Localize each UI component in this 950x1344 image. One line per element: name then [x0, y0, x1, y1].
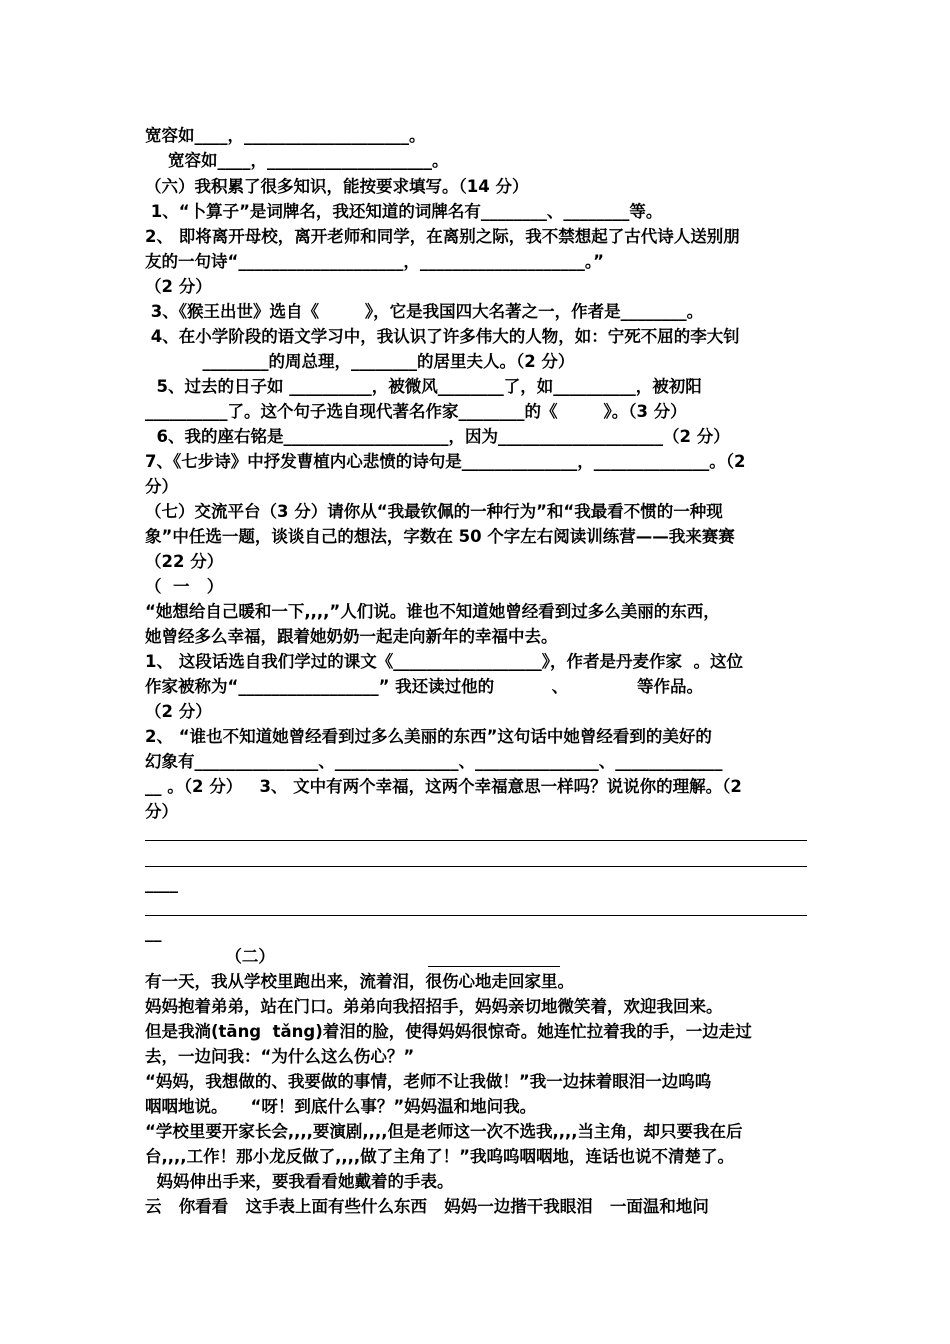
text-line: 她曾经多么幸福，跟着她奶奶一起走向新年的幸福中去。 — [145, 627, 558, 646]
text-line: 但是我淌(tāng tǎng)着泪的脸，使得妈妈很惊奇。她连忙拉着我的手，一边走过 — [145, 1022, 752, 1041]
section-heading-7: （七）交流平台（3 分）请你从“我最钦佩的一种行为”和“我最看不惯的一种现 — [145, 502, 723, 521]
text-line: 宽容如____，____________________。 — [145, 126, 426, 145]
text-line: （22 分） — [145, 552, 224, 571]
text-line: 妈妈伸出手来，要我看看她戴着的手表。 — [145, 1172, 454, 1191]
text-line: 4、在小学阶段的语文学习中，我认识了许多伟大的人物，如：宁死不屈的李大钊 — [145, 327, 740, 346]
text-line: 宽容如____，____________________。 — [145, 151, 449, 170]
text-line: 台,,,,工作！那小龙反做了,,,,做了主角了！”我呜呜咽咽地，连话也说不清楚了。 — [145, 1147, 734, 1166]
text-line: 1、“卜算子”是词牌名，我还知道的词牌名有________、________等。 — [145, 202, 663, 221]
text-line: 妈妈抱着弟弟，站在门口。弟弟向我招招手，妈妈亲切地微笑着，欢迎我回来。 — [145, 997, 723, 1016]
text-line: __ 。（2 分） 3、 文中有两个幸福，这两个幸福意思一样吗？说说你的理解。（2 — [145, 777, 742, 796]
answer-line[interactable] — [145, 840, 807, 841]
text-line: ________的周总理，________的居里夫人。（2 分） — [145, 352, 575, 371]
text-line: 7、《七步诗》中抒发曹植内心悲愤的诗句是______________，______________。（2 — [145, 452, 746, 471]
answer-line[interactable] — [145, 866, 807, 867]
text-line: 2、 即将离开母校，离开老师和同学，在离别之际，我不禁想起了古代诗人送别朋 — [145, 227, 740, 246]
text-line: （2 分） — [145, 702, 212, 721]
text-line: 3、《猴王出世》选自《 》，它是我国四大名著之一，作者是________。 — [145, 302, 704, 321]
text-line: 云 你看看 这手表上面有些什么东西 妈妈一边揩干我眼泪 一面温和地问 — [145, 1197, 709, 1216]
text-line: 5、过去的日子如 __________，被微风________了，如__________，被初阳 — [145, 377, 702, 396]
text-line: 6、我的座右铭是____________________，因为____________________（2 分） — [145, 427, 730, 446]
section-heading-6: （六）我积累了很多知识，能按要求填写。（14 分） — [145, 177, 529, 196]
text-line: 分） — [145, 477, 178, 496]
text-line: 去，一边问我：“为什么这么伤心？” — [145, 1047, 415, 1066]
text-line: 有一天，我从学校里跑出来，流着泪，很伤心地走回家里。 — [145, 972, 574, 991]
text-line: 2、 “谁也不知道她曾经看到过多么美丽的东西”这句话中她曾经看到的美好的 — [145, 727, 712, 746]
text-line: “她想给自己暖和一下,,,,”人们说。谁也不知道她曾经看到过多么美丽的东西， — [145, 602, 720, 621]
text-line: （2 分） — [145, 277, 212, 296]
text-line: 象”中任选一题，谈谈自己的想法，字数在 50 个字左右阅读训练营——我来赛赛 — [145, 527, 735, 546]
passage-heading-2: （二） — [145, 947, 275, 966]
text-line: __________了。这个句子选自现代著名作家________的《 》。（3 分） — [145, 402, 687, 421]
text-line: __ — [145, 923, 162, 942]
text-line: 分） — [145, 802, 178, 821]
answer-line[interactable] — [145, 915, 807, 916]
text-line: 1、 这段话选自我们学过的课文《__________________》，作者是丹麦作家 。这位 — [145, 652, 743, 671]
title-blank-line[interactable] — [428, 966, 560, 967]
text-line: 咽咽地说。 “呀！到底什么事？”妈妈温和地问我。 — [145, 1097, 537, 1116]
text-line: “妈妈，我想做的、我要做的事情，老师不让我做！”我一边抹着眼泪一边呜呜 — [145, 1072, 712, 1091]
text-line: 友的一句诗“____________________，____________________。” — [145, 252, 604, 271]
text-line: 幻象有_______________、_______________、_______________、_____________ — [145, 752, 723, 771]
passage-heading-1: （ 一 ） — [145, 577, 224, 596]
text-line: 作家被称为“_________________” 我还读过他的 、 等作品。 — [145, 677, 704, 696]
text-line: “学校里要开家长会,,,,要演剧,,,,但是老师这一次不选我,,,,当主角，却只要我在后 — [145, 1122, 743, 1141]
text-line: ____ — [145, 874, 178, 893]
